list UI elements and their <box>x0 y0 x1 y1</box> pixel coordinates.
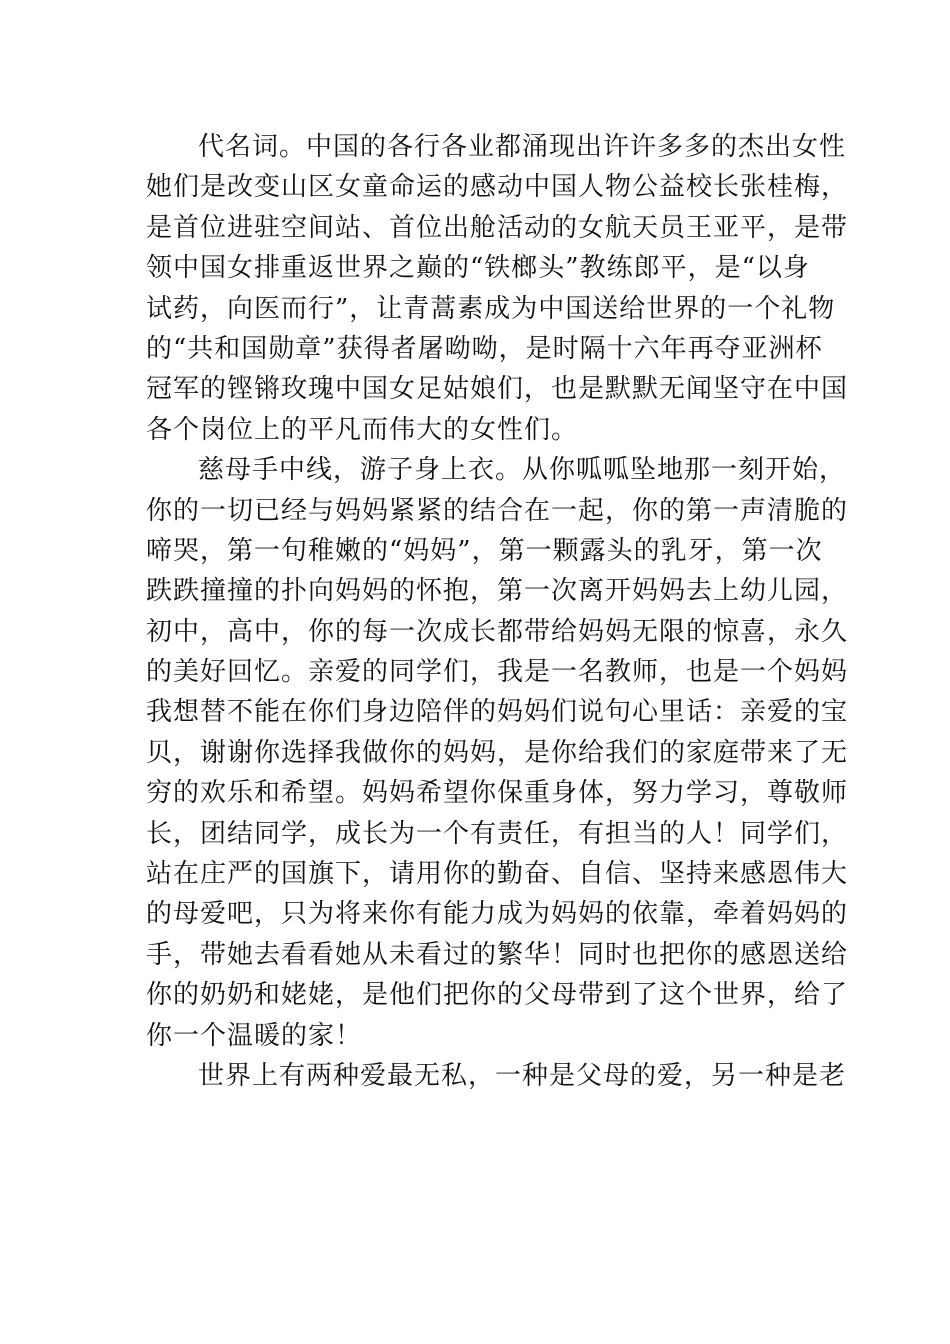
text-line: 我想替不能在你们身边陪伴的妈妈们说句心里话：亲爱的宝 <box>146 697 849 728</box>
text-line: 世界上有两种爱最无私，一种是父母的爱，另一种是老 <box>198 1060 847 1091</box>
text-line: 领中国女排重返世界之巅的“铁榔头”教练郎平，是“以身 <box>146 253 810 284</box>
text-line: 你的一切已经与妈妈紧紧的结合在一起，你的第一声清脆的 <box>146 495 849 526</box>
text-line: 各个岗位上的平凡而伟大的女性们。 <box>146 414 579 445</box>
text-line: 手，带她去看看她从未看过的繁华！同时也把你的感恩送给 <box>146 939 849 970</box>
text-line: 贝，谢谢你选择我做你的妈妈，是你给我们的家庭带来了无 <box>146 737 849 768</box>
text-line: 试药，向医而行”，让青蒿素成为中国送给世界的一个礼物 <box>146 293 836 324</box>
text-line: 的美好回忆。亲爱的同学们，我是一名教师，也是一个妈妈 <box>146 657 849 688</box>
text-line: 的母爱吧，只为将来你有能力成为妈妈的依靠，牵着妈妈的 <box>146 899 849 930</box>
text-line: 她们是改变山区女童命运的感动中国人物公益校长张桂梅， <box>146 172 849 203</box>
text-line: 你一个温暖的家！ <box>146 1020 363 1051</box>
text-line: 跌跌撞撞的扑向妈妈的怀抱，第一次离开妈妈去上幼儿园， <box>146 576 849 607</box>
text-line: 啼哭，第一句稚嫩的“妈妈”，第一颗露头的乳牙，第一次 <box>146 535 823 566</box>
text-line: 是首位进驻空间站、首位出舱活动的女航天员王亚平，是带 <box>146 212 849 243</box>
text-line: 穷的欢乐和希望。妈妈希望你保重身体，努力学习，尊敬师 <box>146 778 849 809</box>
text-line: 初中，高中，你的每一次成长都带给妈妈无限的惊喜，永久 <box>146 616 849 647</box>
text-line: 长，团结同学，成长为一个有责任，有担当的人！同学们， <box>146 818 849 849</box>
text-line: 代名词。中国的各行各业都涌现出许许多多的杰出女性 <box>198 132 847 162</box>
text-line: 冠军的铿锵玫瑰中国女足姑娘们，也是默默无闻坚守在中国 <box>146 374 849 405</box>
text-line: 慈母手中线，游子身上衣。从你呱呱坠地那一刻开始， <box>198 455 847 486</box>
text-line: 你的奶奶和姥姥，是他们把你的父母带到了这个世界，给了 <box>146 980 849 1011</box>
text-line: 站在庄严的国旗下，请用你的勤奋、自信、坚持来感恩伟大 <box>146 859 849 890</box>
text-line: 的“共和国勋章”获得者屠呦呦，是时隔十六年再夺亚洲杯 <box>146 333 823 364</box>
document-body-text <box>146 127 849 1096</box>
